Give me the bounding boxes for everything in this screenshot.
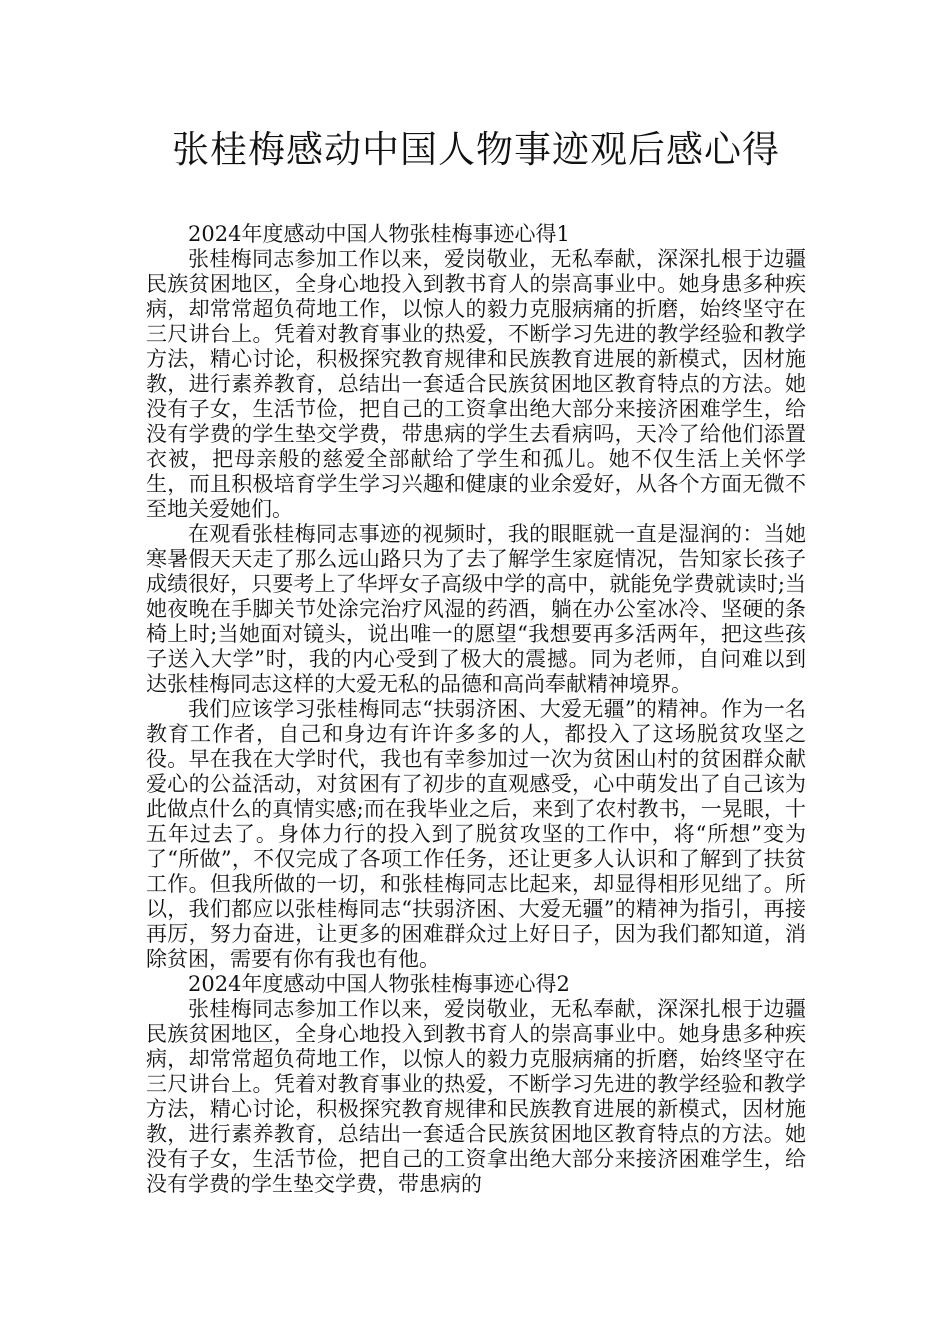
document-title: 张桂梅感动中国人物事迹观后感心得 (172, 128, 780, 171)
paragraph: 张桂梅同志参加工作以来，爱岗敬业，无私奉献，深深扎根于边疆民族贫困地区，全身心地投入到教书育人的崇高事业中。她身患多种疾病，却常常超负荷地工作，以惊人的毅力克服病痛的折磨，始终坚守在三尺讲台上。凭着对教育事业的热爱，不断学习先进的教学经验和教学方法，精心讨论，积极探究教育规律和民族教育进展的新模式，因材施教，进行素养教育，总结出一套适合民族贫困地区教育特点的方法。她没有子女，生活节俭，把自己的工资拿出绝大部分来接济困难学生，给没有学费的学生垫交学费，带患病的学生去看病吗，天冷了给他们添置衣被，把母亲般的慈爱全部献给了学生和孤儿。她不仅生活上关怀学生，而且积极培育学生学习兴趣和健康的业余爱好，从各个方面无微不至地关爱她们。 (146, 247, 806, 521)
paragraph: 张桂梅同志参加工作以来，爱岗敬业，无私奉献，深深扎根于边疆民族贫困地区，全身心地投入到教书育人的崇高事业中。她身患多种疾病，却常常超负荷地工作，以惊人的毅力克服病痛的折磨，始终坚守在三尺讲台上。凭着对教育事业的热爱，不断学习先进的教学经验和教学方法，精心讨论，积极探究教育规律和民族教育进展的新模式，因材施教，进行素养教育，总结出一套适合民族贫困地区教育特点的方法。她没有子女，生活节俭，把自己的工资拿出绝大部分来接济困难学生，给没有学费的学生垫交学费，带患病的 (146, 997, 806, 1196)
section-heading: 2024年度感动中国人物张桂梅事迹心得2 (188, 972, 570, 996)
paragraph: 在观看张桂梅同志事迹的视频时，我的眼眶就一直是湿润的：当她寒暑假天天走了那么远山路只为了去了解学生家庭情况，告知家长孩子成绩很好，只要考上了华坪女子高级中学的高中，就能免学费就读时;当她夜晚在手脚关节处涂完治疗风湿的药酒，躺在办公室冰冷、坚硬的条椅上时;当她面对镜头，说出唯一的愿望“我想要再多活两年，把这些孩子送入大学”时，我的内心受到了极大的震撼。同为老师，自问难以到达张桂梅同志这样的大爱无私的品德和高尚奉献精神境界。 (146, 522, 806, 696)
document-body (146, 222, 806, 1197)
paragraph: 我们应该学习张桂梅同志“扶弱济困、大爱无疆”的精神。作为一名教育工作者，自己和身边有许许多多的人，都投入了这场脱贫攻坚之役。早在我在大学时代，我也有幸参加过一次为贫困山村的贫困群众献爱心的公益活动，对贫困有了初步的直观感受，心中萌发出了自己该为此做点什么的真情实感;而在我毕业之后，来到了农村教书，一晃眼，十五年过去了。身体力行的投入到了脱贫攻坚的工作中，将“所想”变为了“所做”，不仅完成了各项工作任务，还让更多人认识和了解到了扶贫工作。但我所做的一切，和张桂梅同志比起来，却显得相形见绌了。所以，我们都应以张桂梅同志“扶弱济困、大爱无疆”的精神为指引，再接再厉，努力奋进，让更多的困难群众过上好日子，因为我们都知道，消除贫困，需要有你有我也有他。 (146, 697, 806, 971)
section-1 (146, 222, 806, 972)
section-2 (146, 972, 806, 1197)
section-heading: 2024年度感动中国人物张桂梅事迹心得1 (188, 222, 570, 246)
